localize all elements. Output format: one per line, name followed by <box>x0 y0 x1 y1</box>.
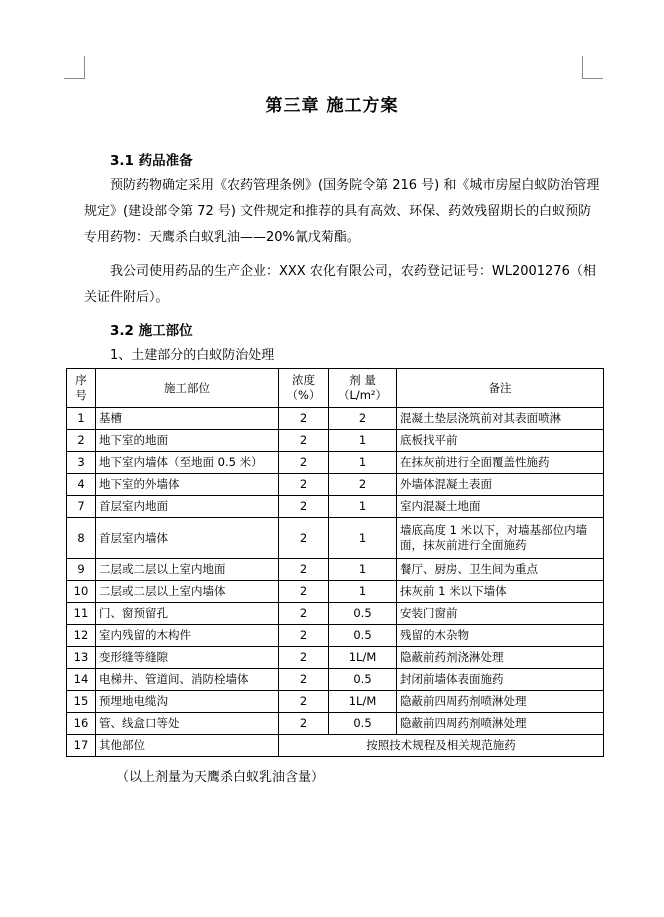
cell-concentration: 2 <box>279 518 329 559</box>
table-row <box>67 603 604 625</box>
cell-no: 1 <box>67 408 96 430</box>
cell-location: 变形缝等缝隙 <box>96 647 279 669</box>
cell-dosage: 0.5 <box>329 669 397 691</box>
cell-dosage: 0.5 <box>329 625 397 647</box>
table-row <box>67 669 604 691</box>
cell-concentration: 2 <box>279 603 329 625</box>
cell-dosage: 0.5 <box>329 713 397 735</box>
cell-no: 11 <box>67 603 96 625</box>
cell-concentration: 2 <box>279 408 329 430</box>
cell-location: 电梯井、管道间、消防栓墙体 <box>96 669 279 691</box>
cell-location: 地下室内墙体（至地面 0.5 米） <box>96 452 279 474</box>
section-heading-3-1: 3.1 药品准备 <box>110 153 193 169</box>
cell-dosage: 2 <box>329 408 397 430</box>
cell-no: 12 <box>67 625 96 647</box>
table-row <box>67 735 604 757</box>
table-row <box>67 452 604 474</box>
cell-location: 基槽 <box>96 408 279 430</box>
cell-remark: 外墙体混凝土表面 <box>397 474 604 496</box>
cell-no: 14 <box>67 669 96 691</box>
cell-no: 8 <box>67 518 96 559</box>
header-location: 施工部位 <box>96 369 279 408</box>
treatment-schedule-table <box>66 368 604 757</box>
cell-no: 2 <box>67 430 96 452</box>
page-corner-mark-left <box>64 56 85 79</box>
cell-location: 地下室的外墙体 <box>96 474 279 496</box>
table-row <box>67 408 604 430</box>
header-no: 序号 <box>67 369 96 408</box>
cell-concentration: 2 <box>279 581 329 603</box>
cell-concentration: 2 <box>279 625 329 647</box>
table-header-row <box>67 369 604 408</box>
cell-location: 预埋地电缆沟 <box>96 691 279 713</box>
cell-remark: 安装门窗前 <box>397 603 604 625</box>
cell-dosage: 1L/M <box>329 647 397 669</box>
cell-remark: 餐厅、厨房、卫生间为重点 <box>397 559 604 581</box>
cell-remark: 隐蔽前四周药剂喷淋处理 <box>397 691 604 713</box>
cell-remark: 混凝土垫层浇筑前对其表面喷淋 <box>397 408 604 430</box>
cell-remark: 隐蔽前四周药剂喷淋处理 <box>397 713 604 735</box>
dosage-footnote: （以上剂量为天鹰杀白蚁乳油含量） <box>116 770 325 785</box>
cell-concentration: 2 <box>279 559 329 581</box>
section-heading-3-2: 3.2 施工部位 <box>110 323 193 339</box>
table-row <box>67 691 604 713</box>
cell-location: 其他部位 <box>96 735 279 757</box>
table-row <box>67 713 604 735</box>
cell-no: 17 <box>67 735 96 757</box>
cell-no: 7 <box>67 496 96 518</box>
chapter-title: 第三章 施工方案 <box>265 96 399 116</box>
table-row <box>67 625 604 647</box>
header-concentration: 浓度（%） <box>279 369 329 408</box>
cell-location: 二层或二层以上室内墙体 <box>96 581 279 603</box>
cell-location: 首层室内墙体 <box>96 518 279 559</box>
cell-concentration: 2 <box>279 669 329 691</box>
cell-location: 二层或二层以上室内地面 <box>96 559 279 581</box>
cell-dosage: 1L/M <box>329 691 397 713</box>
table-row <box>67 496 604 518</box>
cell-remark: 墙底高度 1 米以下，对墙基部位内墙面，抹灰前进行全面施药 <box>397 518 604 559</box>
cell-remark: 封闭前墙体表面施药 <box>397 669 604 691</box>
cell-dosage: 0.5 <box>329 603 397 625</box>
cell-dosage: 1 <box>329 496 397 518</box>
table-row <box>67 581 604 603</box>
cell-no: 10 <box>67 581 96 603</box>
cell-location: 首层室内地面 <box>96 496 279 518</box>
header-dosage: 剂 量（L/m²） <box>329 369 397 408</box>
cell-remark: 抹灰前 1 米以下墙体 <box>397 581 604 603</box>
cell-concentration: 2 <box>279 430 329 452</box>
cell-dosage: 2 <box>329 474 397 496</box>
cell-location: 室内残留的木构件 <box>96 625 279 647</box>
table-row <box>67 430 604 452</box>
cell-concentration: 2 <box>279 713 329 735</box>
cell-no: 4 <box>67 474 96 496</box>
cell-location: 管、线盒口等处 <box>96 713 279 735</box>
table-subtitle: 1、土建部分的白蚁防治处理 <box>110 348 275 363</box>
cell-remark: 隐蔽前药剂浇淋处理 <box>397 647 604 669</box>
cell-location: 门、窗预留孔 <box>96 603 279 625</box>
cell-dosage: 1 <box>329 559 397 581</box>
cell-remark: 底板找平前 <box>397 430 604 452</box>
table-row <box>67 518 604 559</box>
cell-concentration: 2 <box>279 691 329 713</box>
cell-no: 13 <box>67 647 96 669</box>
cell-no: 15 <box>67 691 96 713</box>
cell-remark: 在抹灰前进行全面覆盖性施药 <box>397 452 604 474</box>
header-remark: 备注 <box>397 369 604 408</box>
cell-dosage: 1 <box>329 518 397 559</box>
cell-merged-note: 按照技术规程及相关规范施药 <box>279 735 604 757</box>
cell-remark: 室内混凝土地面 <box>397 496 604 518</box>
table-row <box>67 647 604 669</box>
cell-concentration: 2 <box>279 496 329 518</box>
cell-concentration: 2 <box>279 452 329 474</box>
paragraph-manufacturer: 我公司使用药品的生产企业：XXX 农化有限公司，农药登记证号：WL2001276（相关证件附后）。 <box>84 264 596 305</box>
cell-dosage: 1 <box>329 581 397 603</box>
cell-concentration: 2 <box>279 647 329 669</box>
cell-no: 9 <box>67 559 96 581</box>
cell-dosage: 1 <box>329 452 397 474</box>
cell-location: 地下室的地面 <box>96 430 279 452</box>
cell-remark: 残留的木杂物 <box>397 625 604 647</box>
cell-concentration: 2 <box>279 474 329 496</box>
paragraph-pesticide-selection: 预防药物确定采用《农药管理条例》(国务院令第 216 号) 和《城市房屋白蚁防治管理规定》(建设部令第 72 号) 文件规定和推荐的具有高效、环保、药效残留期长的白蚁预防专用药物：天鹰杀白蚁乳油——20%氰戊菊酯。 <box>84 178 600 245</box>
cell-dosage: 1 <box>329 430 397 452</box>
cell-no: 16 <box>67 713 96 735</box>
table-row <box>67 474 604 496</box>
page-corner-mark-right <box>582 56 603 79</box>
table-row <box>67 559 604 581</box>
cell-no: 3 <box>67 452 96 474</box>
